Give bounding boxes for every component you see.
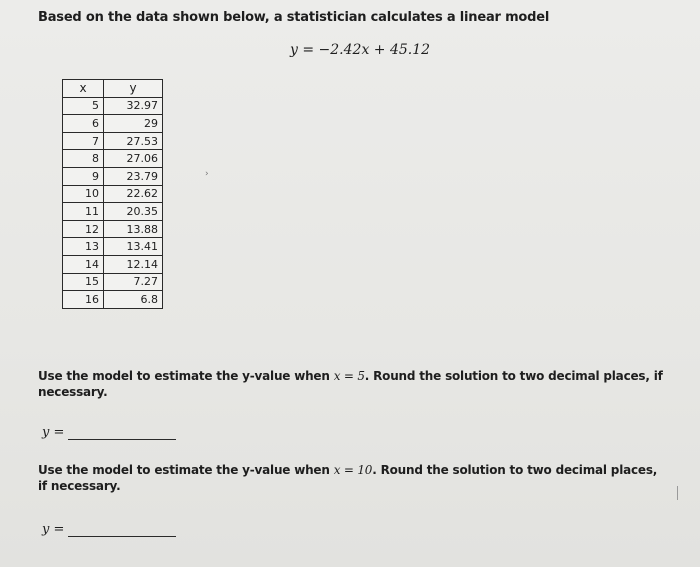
question-1-prefix: Use the model to estimate the y-value when — [38, 369, 334, 383]
y-cell: 7.27 — [104, 273, 163, 291]
table-row — [63, 255, 163, 273]
text-cursor-mark — [677, 486, 678, 500]
question-2-condition: x = 10 — [333, 463, 373, 477]
x-cell: 5 — [63, 97, 104, 115]
table-row — [63, 167, 163, 185]
x-cell: 9 — [63, 167, 104, 185]
question-1-text — [38, 368, 668, 400]
y-cell: 12.14 — [104, 255, 163, 273]
x-cell: 14 — [63, 255, 104, 273]
answer-1-row — [42, 425, 176, 440]
y-cell: 6.8 — [104, 291, 163, 309]
x-cell: 12 — [63, 220, 104, 238]
x-cell: 16 — [63, 291, 104, 309]
x-cell: 6 — [63, 115, 104, 133]
model-equation: y = −2.42x + 45.12 — [290, 42, 431, 58]
answer-1-label: y = — [42, 425, 65, 440]
data-table — [62, 79, 163, 309]
table-row — [63, 97, 163, 115]
y-cell: 22.62 — [104, 185, 163, 203]
table-row — [63, 220, 163, 238]
column-header-y: y — [104, 80, 163, 98]
table-row — [63, 115, 163, 133]
answer-2-label: y = — [42, 522, 65, 537]
y-cell: 32.97 — [104, 97, 163, 115]
table-row — [63, 203, 163, 221]
question-2-prefix: Use the model to estimate the y-value when — [38, 463, 334, 477]
answer-2-row — [42, 522, 176, 537]
table-row — [63, 132, 163, 150]
x-cell: 15 — [63, 273, 104, 291]
question-2-text — [38, 462, 668, 494]
x-cell: 8 — [63, 150, 104, 168]
x-cell: 13 — [63, 238, 104, 256]
y-cell: 20.35 — [104, 203, 163, 221]
question-1-suffix: . Round the solution to two decimal places, if necessary. — [38, 369, 663, 399]
answer-2-input[interactable] — [68, 522, 176, 537]
mouse-cursor-mark: › — [205, 169, 209, 179]
intro-text: Based on the data shown below, a statistician calculates a linear model — [38, 10, 550, 25]
answer-1-input[interactable] — [68, 425, 176, 440]
column-header-x: x — [63, 80, 104, 98]
y-cell: 13.88 — [104, 220, 163, 238]
y-cell: 23.79 — [104, 167, 163, 185]
table-row — [63, 273, 163, 291]
table-header-row — [63, 80, 163, 98]
table-body — [63, 97, 163, 308]
question-2-suffix: . Round the solution to two decimal places, if necessary. — [38, 463, 658, 493]
y-cell: 27.53 — [104, 132, 163, 150]
question-1-condition: x = 5 — [333, 369, 365, 383]
table-row — [63, 238, 163, 256]
y-cell: 29 — [104, 115, 163, 133]
y-cell: 27.06 — [104, 150, 163, 168]
table-row — [63, 291, 163, 309]
table-row — [63, 185, 163, 203]
x-cell: 11 — [63, 203, 104, 221]
x-cell: 10 — [63, 185, 104, 203]
y-cell: 13.41 — [104, 238, 163, 256]
x-cell: 7 — [63, 132, 104, 150]
table-row — [63, 150, 163, 168]
